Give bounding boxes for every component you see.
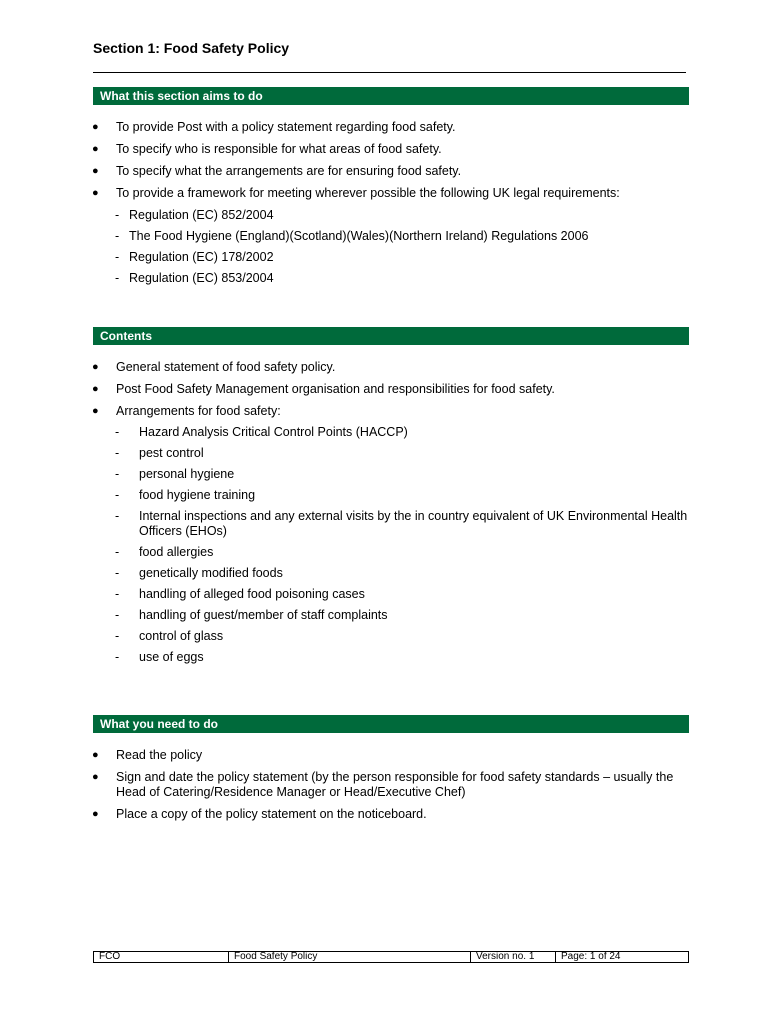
list-item: - control of glass [115,629,224,643]
section-heading-todo: What you need to do [93,715,689,733]
list-item: - Regulation (EC) 853/2004 [115,271,274,285]
todo-bullet-list [0,748,695,822]
list-item: - genetically modified foods [115,566,283,580]
list-item: - The Food Hygiene (England)(Scotland)(Wales)(Northern Ireland) Regulations 2006 [115,229,589,243]
bullet-icon: ● [92,165,99,177]
list-item: ● To specify who is responsible for what areas of food safety. [92,142,442,156]
dash-icon: - [115,629,120,643]
list-item: - personal hygiene [115,467,235,481]
dash-icon: - [115,271,120,285]
list-item: - food hygiene training [115,488,256,502]
bullet-icon: ● [92,143,99,155]
dash-icon: - [115,229,120,243]
dash-icon: - [115,545,120,559]
bullet-icon: ● [92,771,99,783]
list-item: ● General statement of food safety policy. [92,360,336,374]
section-heading-aims: What this section aims to do [93,87,689,105]
contents-bullet-list [0,360,690,665]
list-item: - Hazard Analysis Critical Control Points (HACCP) [115,425,408,439]
bullet-icon: ● [92,405,99,417]
dash-icon: - [115,446,120,460]
list-item: ● To provide Post with a policy statement regarding food safety. [92,120,456,134]
list-item: ● To provide a framework for meeting wherever possible the following UK legal requirements: [92,186,620,200]
page-title: Section 1: Food Safety Policy [93,40,290,56]
list-item: ● Read the policy [92,748,203,762]
footer-doc-title: Food Safety Policy [229,952,471,962]
list-item: ● Sign and date the policy statement (by the person responsible for food safety standards – usually the Head of Catering/Residence Manager or Head/Executive Chef) [92,770,674,799]
bullet-icon: ● [92,383,99,395]
dash-icon: - [115,467,120,481]
list-item: ● Arrangements for food safety: [92,404,281,418]
page-footer [93,951,689,963]
list-item: - pest control [115,446,204,460]
list-item: - handling of guest/member of staff complaints [115,608,388,622]
dash-icon: - [115,587,120,601]
footer-page-number: Page: 1 of 24 [561,951,621,962]
list-item: - Regulation (EC) 178/2002 [115,250,274,264]
dash-icon: - [115,250,120,264]
dash-icon: - [115,488,120,502]
section-heading-contents: Contents [93,327,689,345]
footer-org: FCO [94,952,229,962]
bullet-icon: ● [92,808,99,820]
dash-icon: - [115,608,120,622]
list-item: - Regulation (EC) 852/2004 [115,208,274,222]
bullet-icon: ● [92,361,99,373]
bullet-icon: ● [92,187,99,199]
dash-icon: - [115,208,120,222]
aims-bullet-list [0,120,690,286]
bullet-icon: ● [92,749,99,761]
list-item: - Internal inspections and any external visits by the in country equivalent of UK Environmental Health Officers (EHOs) [115,509,688,538]
dash-icon: - [115,425,120,439]
title-divider [93,72,686,73]
footer-version: Version no. 1 [471,952,556,962]
list-item: ● Post Food Safety Management organisation and responsibilities for food safety. [92,382,555,396]
list-item: - food allergies [115,545,214,559]
dash-icon: - [115,566,120,580]
dash-icon: - [115,509,120,523]
list-item: - handling of alleged food poisoning cases [115,587,365,601]
list-item: ● Place a copy of the policy statement on the noticeboard. [92,807,427,821]
list-item: - use of eggs [115,650,204,664]
dash-icon: - [115,650,120,664]
list-item: ● To specify what the arrangements are for ensuring food safety. [92,164,462,178]
bullet-icon: ● [92,121,99,133]
